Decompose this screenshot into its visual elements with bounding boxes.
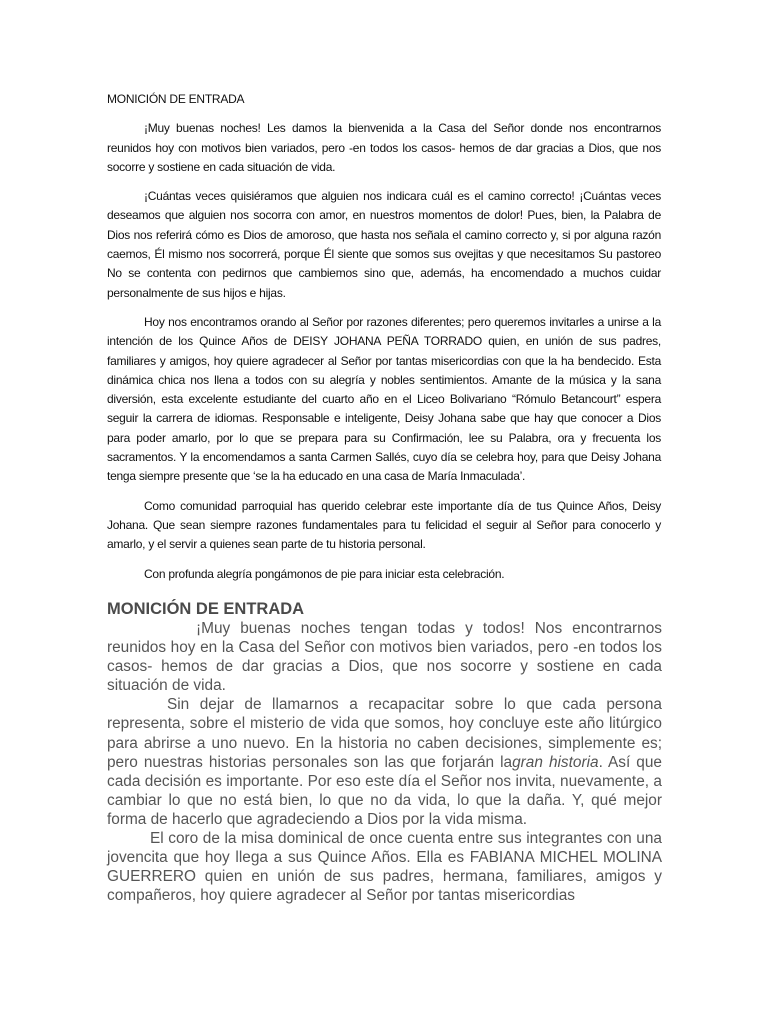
paragraph-welcome-2: ¡Muy buenas noches tengan todas y todos! Nos encontrarnos reunidos hoy en la Casa del Señor con motivos bien variados, pero -en todos los casos- hemos de dar gracias a Dios, que nos socorre y sostiene en cada situación de vida. [107, 620, 662, 695]
history-text-end: . Así que cada decisión es importante. Por eso este día el Señor nos invita, nuevamente, a cambiar lo que no está bien, lo que no da vida, lo que la daña. Y, qué mejor forma de hacerlo que agradeciendo a Dios por la vida misma. [107, 753, 662, 828]
paragraph-history [107, 695, 662, 829]
paragraph-correct-path: ¡Cuántas veces quisiéramos que alguien nos indicara cuál es el camino correcto! ¡Cuántas veces deseamos que alguien nos socorra con amor, en nuestros momentos de dolor! Pues, bien, la Palabra de Dios nos referirá cómo es Dios de amoroso, que hasta nos señala el camino correcto y, si por alguna razón caemos, Él mismo nos socorrerá, porque Él siente que somos sus ovejitas y que necesitamos Su pastoreo No se contenta con pedirnos que cambiemos sino que, además, ha encomendado a muchos cuidar personalmente de sus hijos e hijas. [107, 189, 661, 300]
paragraph-choir: El coro de la misa dominical de once cuenta entre sus integrantes con una jovencita que hoy llega a sus Quince Años. Ella es FABIANA MICHEL MOLINA GUERRERO quien en unión de sus padres, hermana, familiares, amigos y compañeros, hoy quiere agradecer al Señor por tantas misericordias [107, 830, 662, 905]
paragraph-community: Como comunidad parroquial has querido celebrar este importante día de tus Quince Años, Deisy Johana. Que sean siempre razones fundamentales para tu felicidad el seguir al Señor para conocerlo y amarlo, y el servir a quienes sean parte de tu historia personal. [107, 498, 661, 552]
monition-section-calibri [107, 90, 661, 594]
paragraph-welcome: ¡Muy buenas noches! Les damos la bienvenida a la Casa del Señor donde nos encontrarnos reunidos hoy con motivos bien variados, pero -en todos los casos- hemos de dar gracias a Dios, que nos socorre y sostiene en cada situación de vida. [107, 121, 661, 174]
history-text-start: Sin dejar de llamarnos a recapacitar sobre lo que cada persona representa, sobre el misterio de vida que somos, hoy concluye este año litúrgico para abrirse a uno nuevo. En la historia no caben decisiones, simplemente es; pero nuestras historias personales son las que forjarán la [107, 696, 662, 771]
paragraph-quince-intention: Hoy nos encontramos orando al Señor por razones diferentes; pero queremos invitarles a unirse a la intención de los Quince Años de DEISY JOHANA PEÑA TORRADO quien, en unión de sus padres, familiares y amigos, hoy quiere agradecer al Señor por tantas misericordias con que la ha bendecido. Esta dinámica chica nos llena a todos con su alegría y nobles sentimientos. Amante de la música y la sana diversión, esta excelente estudiante del cuarto año en el Liceo Bolivariano “Rómulo Betancourt” espera seguir la carrera de idiomas. Responsable e inteligente, Deisy Johana sabe que hay que conocer a Dios para poder amarlo, por lo que se prepara para su Confirmación, lee su Palabra, ora y frecuenta los sacramentos. Y la encomendamos a santa Carmen Sallés, cuyo día se celebra hoy, para que Deisy Johana tenga siempre presente que ‘se la ha educado en una casa de María Inmaculada’. [107, 314, 661, 484]
section-title: MONICIÓN DE ENTRADA [107, 92, 245, 106]
history-italic-phrase: gran historia [512, 753, 599, 771]
paragraph-closing: Con profunda alegría pongámonos de pie para iniciar esta celebración. [144, 566, 505, 581]
monition-section-arial [107, 599, 662, 905]
section-title-bold: MONICIÓN DE ENTRADA [107, 600, 305, 618]
